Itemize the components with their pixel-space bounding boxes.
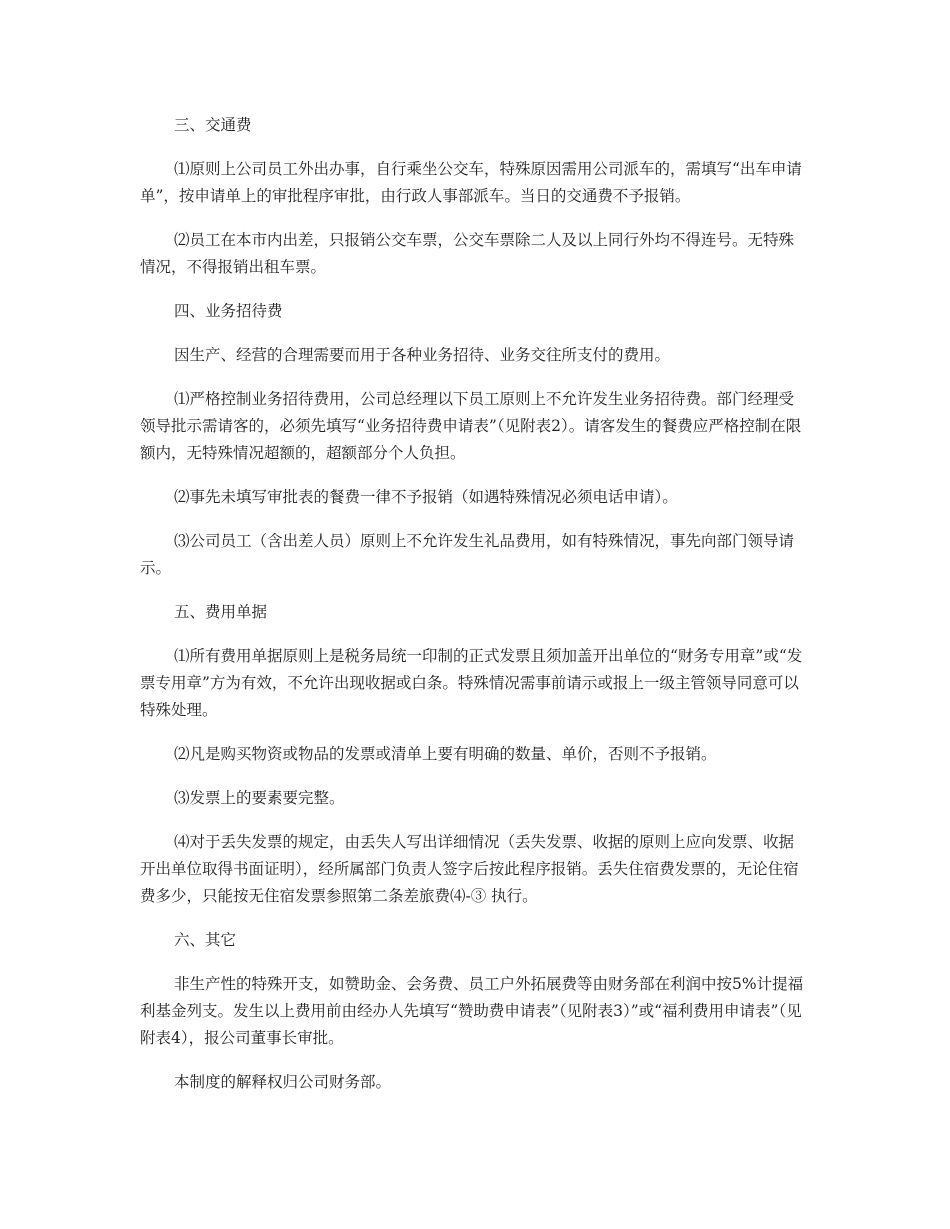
section-heading-entertainment: 四、业务招待费 (174, 302, 283, 320)
transport-paragraph-1: ⑴原则上公司员工外出办事，自行乘坐公交车，特殊原因需用公司派车的，需填写“出车申请单”，按申请单上的审批程序审批，由行政人事部派车。当日的交通费不予报销。 (140, 160, 802, 205)
section-heading-receipts: 五、费用单据 (174, 603, 268, 621)
receipts-paragraph-4: ⑷对于丢失发票的规定，由丢失人写出详细情况（丢失发票、收据的原则上应向发票、收据开出单位取得书面证明），经所属部门负责人签字后按此程序报销。丢失住宿费发票的，无论住宿费多少，只能按无住宿发票参照第二条差旅费⑷-③ 执行。 (140, 833, 799, 905)
section-heading-transport: 三、交通费 (174, 116, 252, 134)
receipts-paragraph-2: ⑵凡是购买物资或物品的发票或清单上要有明确的数量、单价，否则不予报销。 (174, 745, 717, 763)
closing-statement: 本制度的解释权归公司财务部。 (174, 1073, 392, 1091)
entertainment-paragraph-2: ⑵事先未填写审批表的餐费一律不予报销（如遇特殊情况必须电话申请）。 (174, 488, 678, 506)
receipts-paragraph-1: ⑴所有费用单据原则上是税务局统一印制的正式发票且须加盖开出单位的“财务专用章”或“发票专用章”方为有效，不允许出现收据或白条。特殊情况需事前请示或报上一级主管领导同意可以特殊处理。 (140, 647, 803, 719)
transport-paragraph-2: ⑵员工在本市内出差，只报销公交车票，公交车票除二人及以上同行外均不得连号。无特殊情况，不得报销出租车票。 (140, 231, 795, 276)
section-heading-other: 六、其它 (174, 931, 237, 949)
entertainment-paragraph-intro: 因生产、经营的合理需要而用于各种业务招待、业务交往所支付的费用。 (174, 346, 671, 364)
other-paragraph-1: 非生产性的特殊开支，如赞助金、会务费、员工户外拓展费等由财务部在利润中按5%计提福利基金列支。发生以上费用前由经办人先填写“赞助费申请表”（见附表3）”或“福利费用申请表”（见附表4），报公司董事长审批。 (140, 975, 804, 1047)
receipts-paragraph-3: ⑶发票上的要素要完整。 (174, 789, 345, 807)
entertainment-paragraph-1: ⑴严格控制业务招待费用，公司总经理以下员工原则上不允许发生业务招待费。部门经理受领导批示需请客的，必须先填写“业务招待费申请表”（见附表2）。请客发生的餐费应严格控制在限额内，无特殊情况超额的，超额部分个人负担。 (140, 390, 802, 462)
document-page (140, 112, 808, 1113)
entertainment-paragraph-3: ⑶公司员工（含出差人员）原则上不允许发生礼品费用，如有特殊情况，事先向部门领导请示。 (140, 532, 795, 577)
